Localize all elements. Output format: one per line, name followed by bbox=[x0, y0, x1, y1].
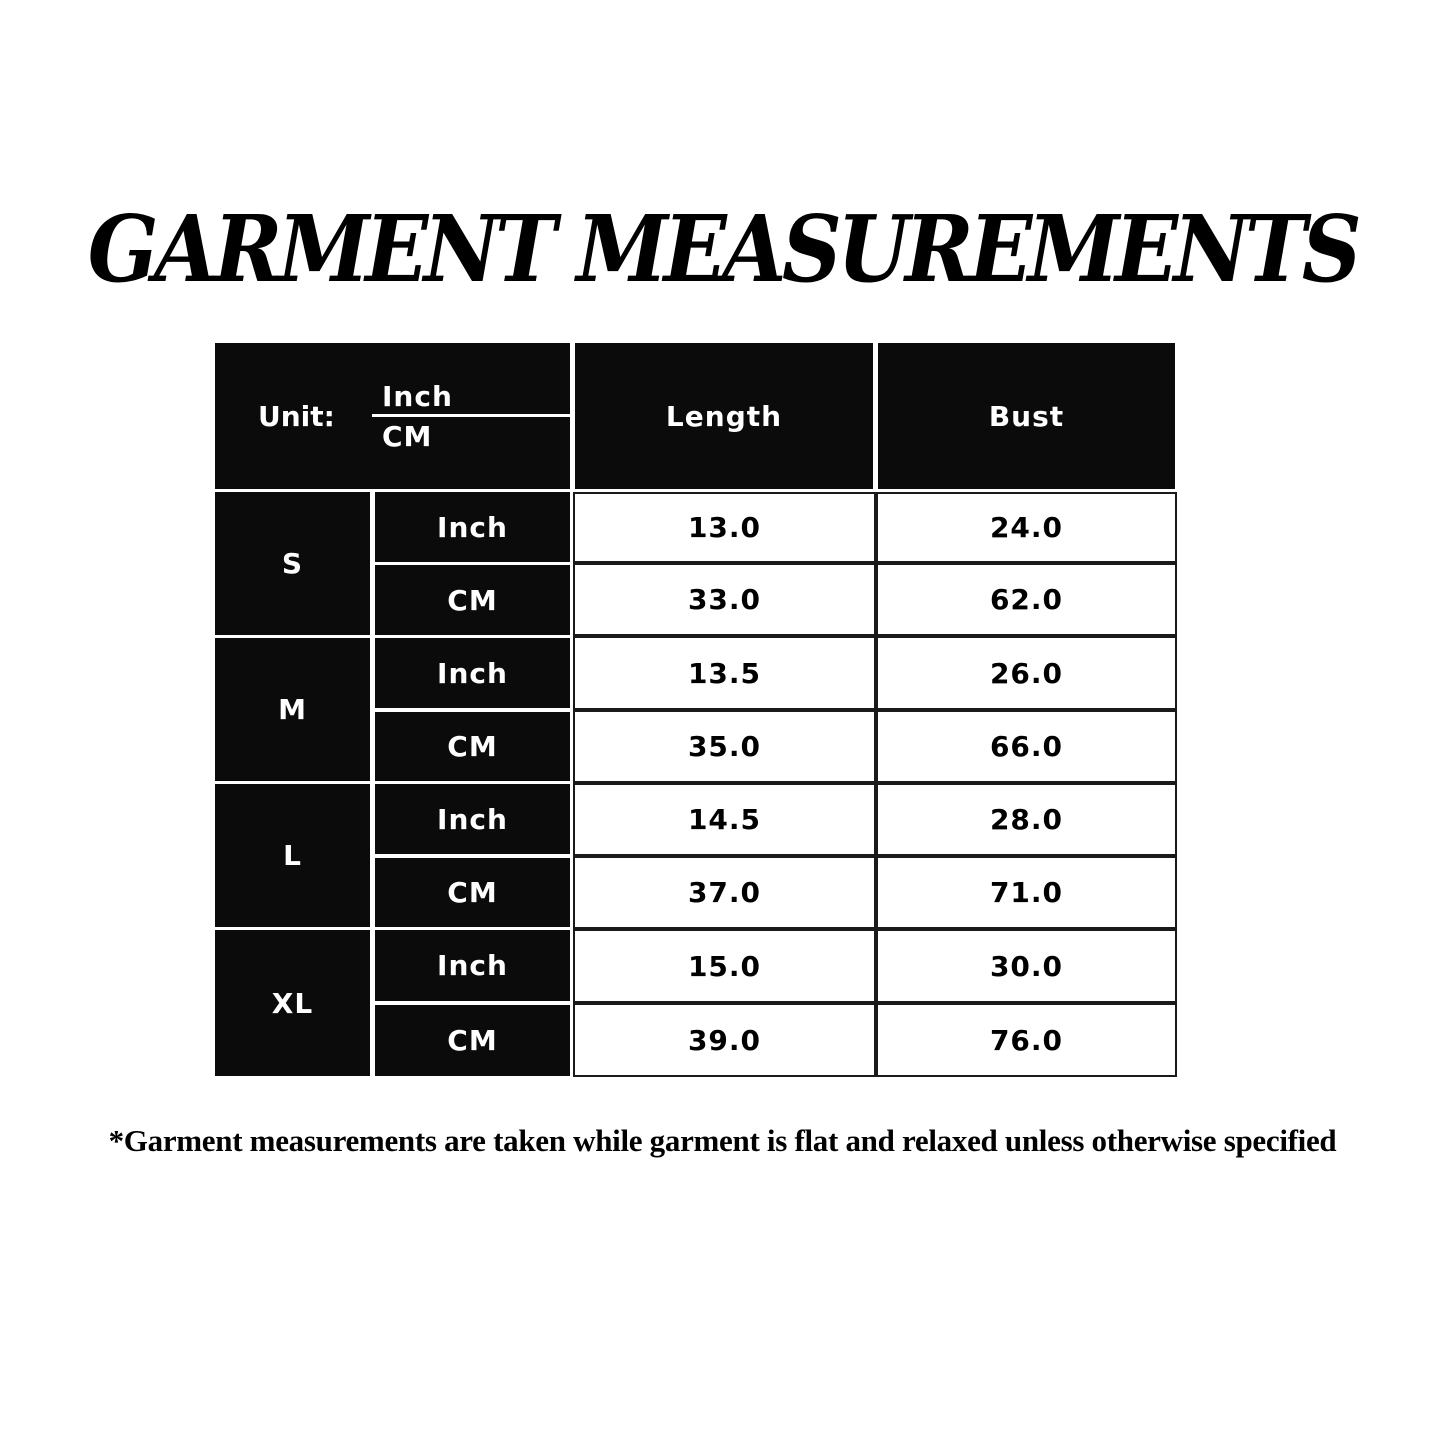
bust-cell: 30.0 bbox=[876, 929, 1177, 1003]
unit-cell: CM bbox=[375, 712, 570, 781]
unit-cell: CM bbox=[375, 565, 570, 635]
bust-cell: 76.0 bbox=[876, 1003, 1177, 1077]
length-cell: 13.0 bbox=[573, 492, 876, 563]
size-label-xl: XL bbox=[215, 930, 370, 1076]
unit-cell: CM bbox=[375, 858, 570, 927]
size-label-m: M bbox=[215, 638, 370, 781]
unit-cell: Inch bbox=[375, 930, 570, 1001]
footnote: *Garment measurements are taken while garment is flat and relaxed unless otherwise specified bbox=[108, 1123, 1337, 1158]
length-cell: 14.5 bbox=[573, 783, 876, 856]
unit-cell: Inch bbox=[375, 492, 570, 562]
page-title: GARMENT MEASUREMENTS bbox=[87, 195, 1358, 303]
unit-label: Unit: bbox=[258, 400, 335, 433]
size-label-l: L bbox=[215, 784, 370, 927]
unit-cell: Inch bbox=[375, 784, 570, 854]
unit-cell: CM bbox=[375, 1005, 570, 1076]
length-cell: 13.5 bbox=[573, 636, 876, 710]
bust-cell: 62.0 bbox=[876, 563, 1177, 636]
unit-cm-label: CM bbox=[382, 420, 433, 453]
length-cell: 15.0 bbox=[573, 929, 876, 1003]
header-bust: Bust bbox=[878, 343, 1175, 489]
bust-cell: 26.0 bbox=[876, 636, 1177, 710]
size-label-s: S bbox=[215, 492, 370, 635]
bust-cell: 71.0 bbox=[876, 856, 1177, 929]
bust-cell: 66.0 bbox=[876, 710, 1177, 783]
length-cell: 33.0 bbox=[573, 563, 876, 636]
unit-divider bbox=[372, 414, 570, 417]
length-cell: 37.0 bbox=[573, 856, 876, 929]
unit-cell: Inch bbox=[375, 638, 570, 708]
length-cell: 35.0 bbox=[573, 710, 876, 783]
unit-inch-label: Inch bbox=[382, 380, 453, 413]
header-length: Length bbox=[575, 343, 873, 489]
length-cell: 39.0 bbox=[573, 1003, 876, 1077]
bust-cell: 28.0 bbox=[876, 783, 1177, 856]
bust-cell: 24.0 bbox=[876, 492, 1177, 563]
